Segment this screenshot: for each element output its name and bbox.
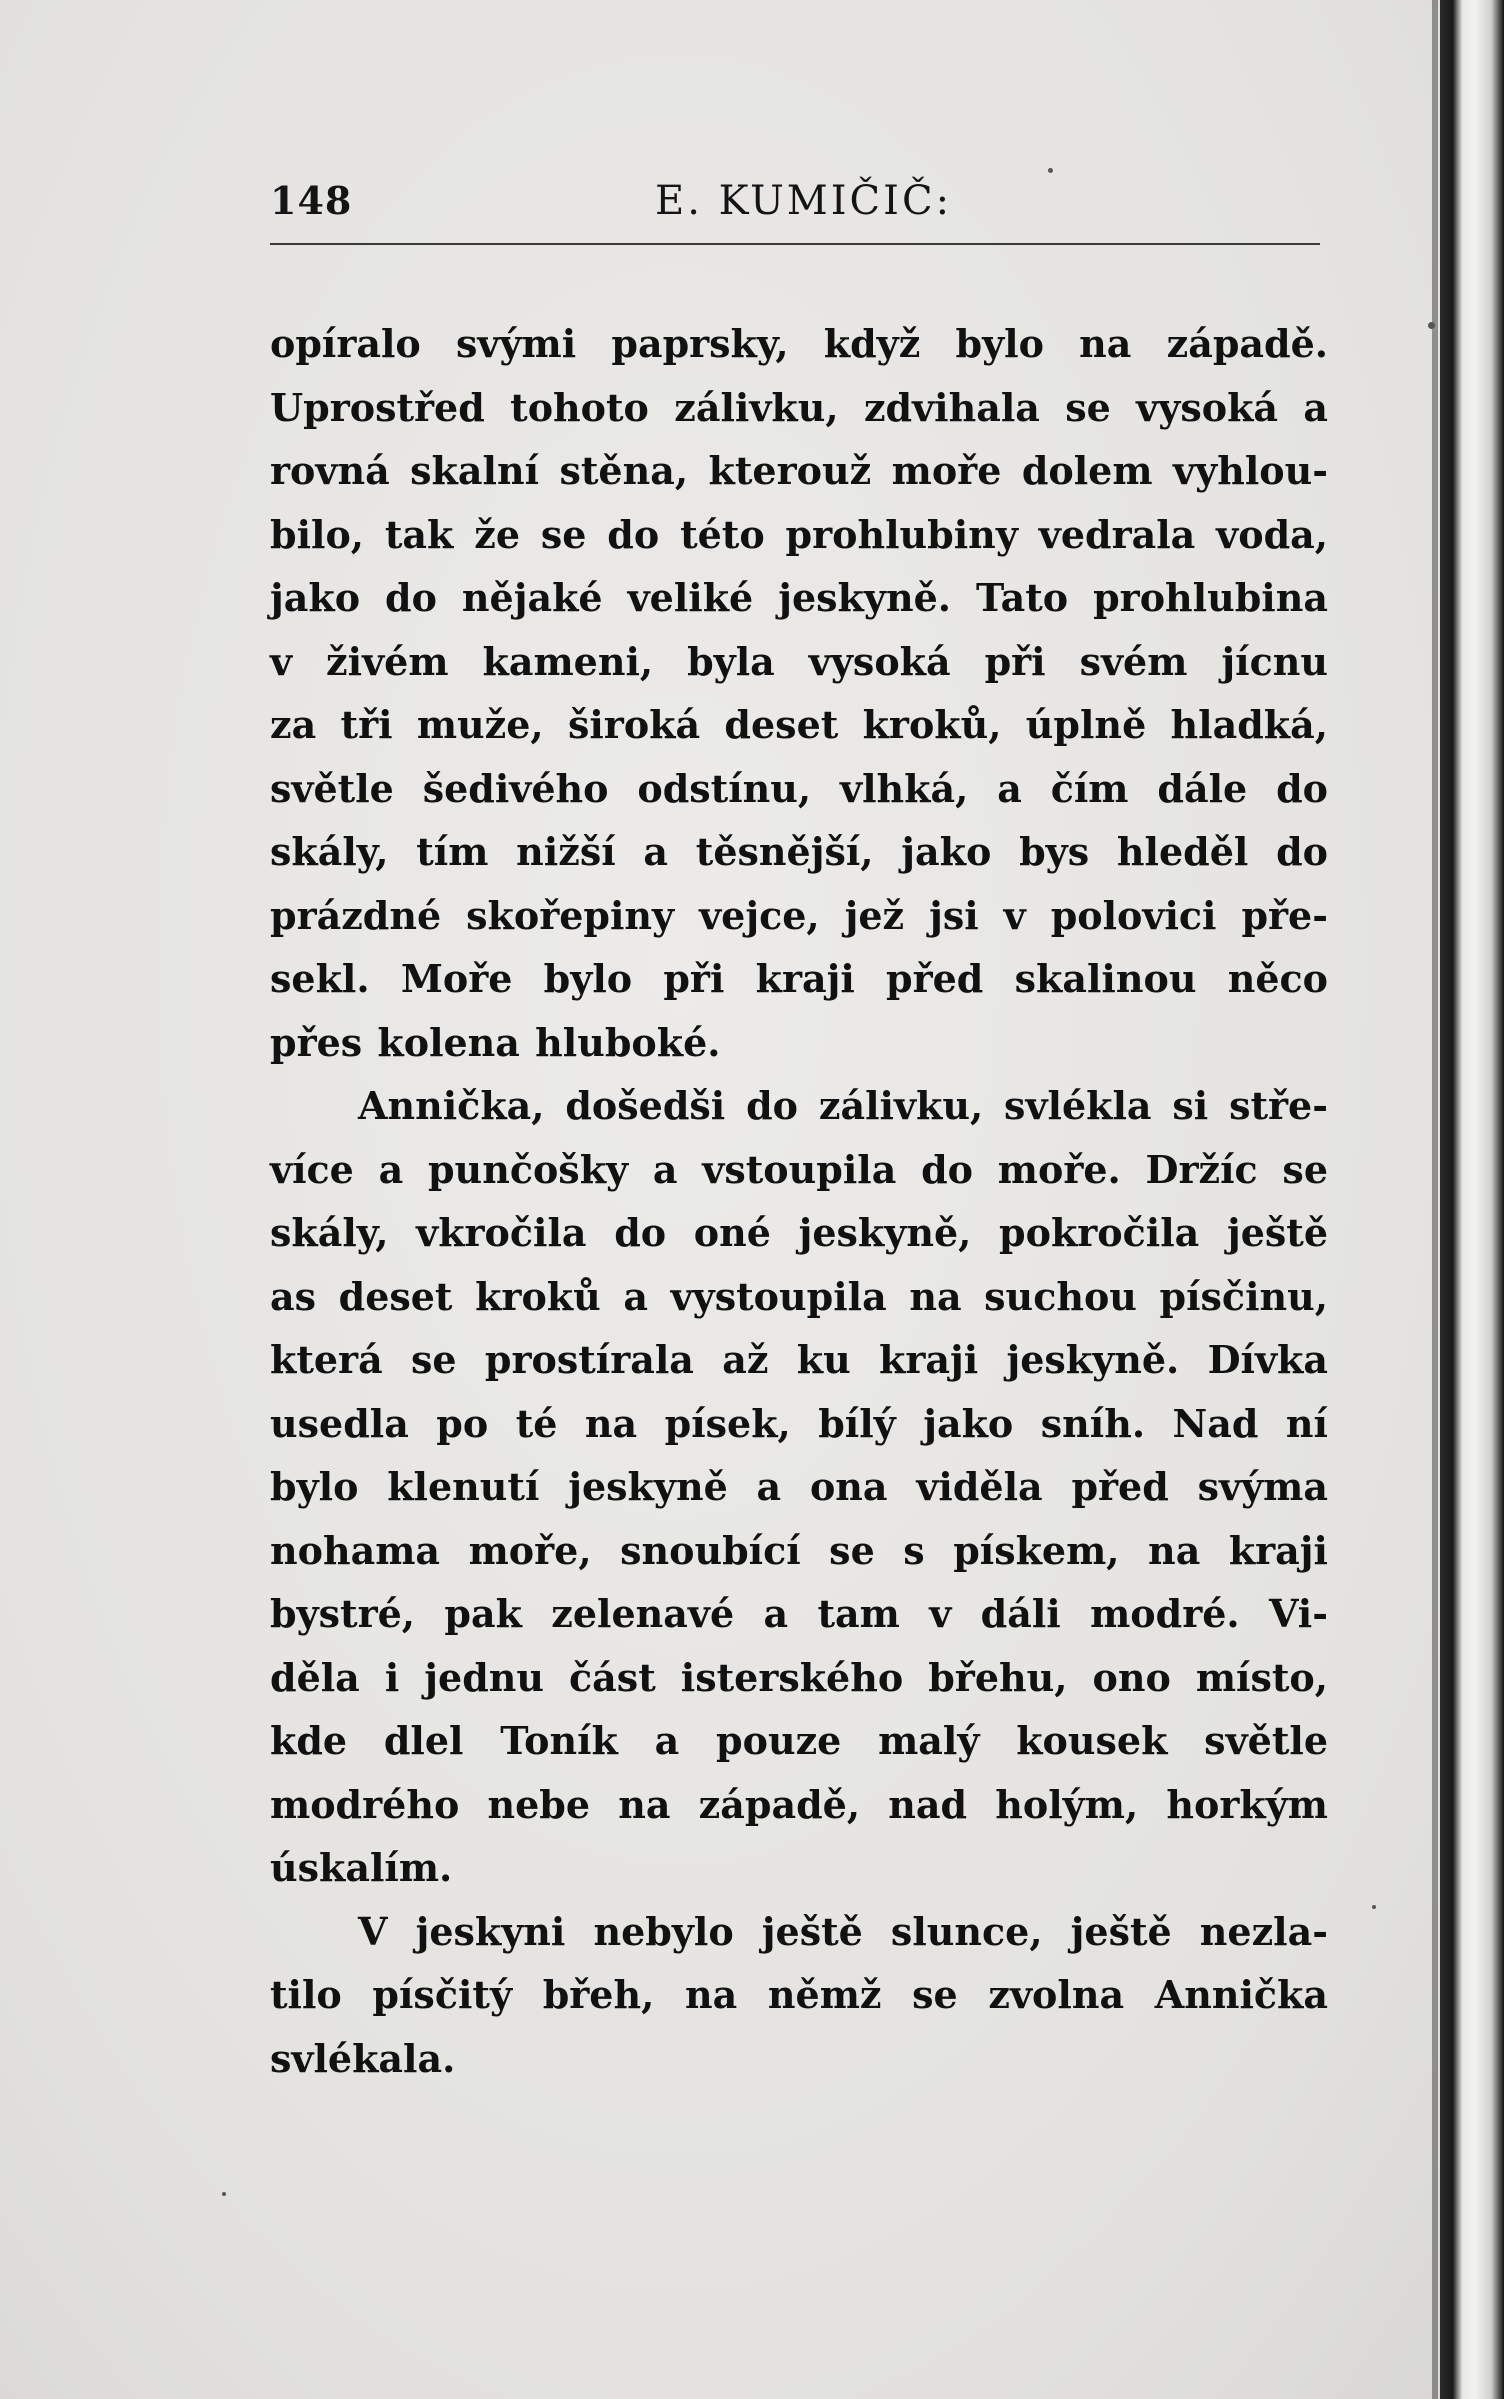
text-line: za tři muže, široká deset kroků, úplně hladká, xyxy=(270,702,1328,747)
text-line: V jeskyni nebylo ještě slunce, ještě nezla- xyxy=(358,1908,1328,1954)
text-line: kde dlel Toník a pouze malý kousek světle xyxy=(270,1718,1328,1763)
text-line: as deset kroků a vystoupila na suchou písčinu, xyxy=(270,1273,1328,1319)
page-number: 148 xyxy=(270,178,353,223)
text-line: která se prostírala až ku kraji jeskyně. Dívka xyxy=(270,1337,1328,1382)
next-page-edge xyxy=(1440,0,1504,2399)
text-line: více a punčošky a vstoupila do moře. Držíc se xyxy=(270,1146,1328,1192)
text-line: přes kolena hluboké. xyxy=(270,1019,721,1065)
text-line: úskalím. xyxy=(270,1845,453,1890)
text-line: bystré, pak zelenavé a tam v dáli modré. Vi- xyxy=(270,1591,1328,1636)
book-page xyxy=(270,0,1330,2399)
text-line: rovná skalní stěna, kterouž moře dolem vyhlou- xyxy=(270,448,1328,493)
text-line: prázdné skořepiny vejce, jež jsi v polovici pře- xyxy=(270,892,1328,938)
header-rule xyxy=(270,243,1320,245)
text-line: Annička, došedši do zálivku, svlékla si stře- xyxy=(358,1083,1328,1128)
text-line: sekl. Moře bylo při kraji před skalinou něco xyxy=(270,956,1328,1001)
text-line: skály, vkročila do oné jeskyně, pokročila ještě xyxy=(270,1210,1328,1255)
body-text xyxy=(270,312,1328,2090)
scan-speck xyxy=(222,2192,226,2196)
scan-speck xyxy=(1372,1905,1376,1909)
text-line: bilo, tak že se do této prohlubiny vedrala voda, xyxy=(270,511,1328,557)
running-head xyxy=(270,178,1328,238)
text-line: nohama moře, snoubící se s pískem, na kraji xyxy=(270,1527,1328,1573)
text-line: svlékala. xyxy=(270,2035,456,2081)
text-line: v živém kameni, byla vysoká při svém jícnu xyxy=(270,638,1328,684)
binding-shadow xyxy=(1432,0,1438,2399)
text-line: jako do nějaké veliké jeskyně. Tato prohlubina xyxy=(270,575,1328,620)
text-line: usedla po té na písek, bílý jako sníh. Nad ní xyxy=(270,1400,1328,1446)
text-line: skály, tím nižší a těsnější, jako bys hleděl do xyxy=(270,829,1328,874)
text-line: světle šedivého odstínu, vlhká, a čím dále do xyxy=(270,765,1328,811)
text-line: děla i jednu část isterského břehu, ono místo, xyxy=(270,1654,1328,1700)
text-line: opíralo svými paprsky, když bylo na západě. xyxy=(270,321,1328,366)
text-line: Uprostřed tohoto zálivku, zdvihala se vysoká a xyxy=(270,384,1328,430)
author-heading: E. KUMIČIČ: xyxy=(655,178,953,224)
scan-speck xyxy=(1428,322,1435,329)
text-line: modrého nebe na západě, nad holým, horkým xyxy=(270,1781,1328,1827)
text-line: bylo klenutí jeskyně a ona viděla před svýma xyxy=(270,1464,1328,1509)
text-line: tilo písčitý břeh, na němž se zvolna Annička xyxy=(270,1972,1328,2017)
